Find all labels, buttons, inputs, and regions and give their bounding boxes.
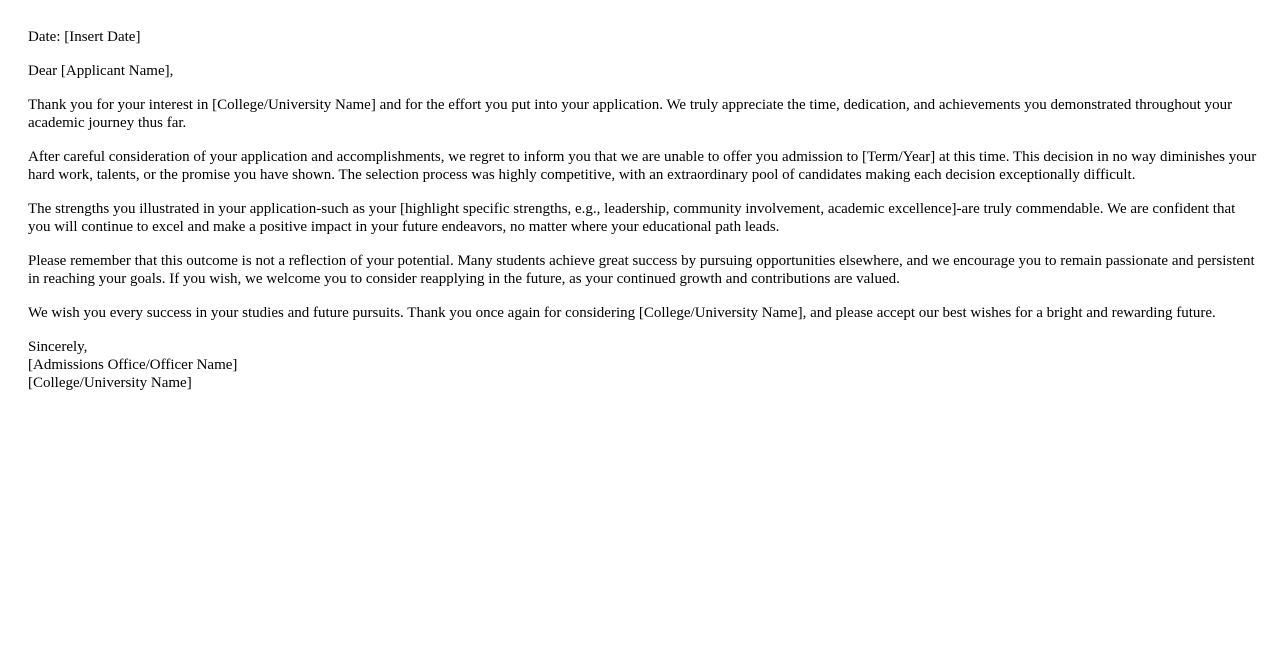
letter-paragraph-encouragement: Please remember that this outcome is not a reflection of your potential. Many students achieve great success by pursuing opportunities elsewhere, and we encourage you to remain passionate and persistent in reaching your goals. If you wish, we welcome you to consider reapplying in the future, as your continued growth and contributions are valued. — [28, 253, 1255, 287]
letter-paragraph-decision: After careful consideration of your application and accomplishments, we regret to inform you that we are unable to offer you admission to [Term/Year] at this time. This decision in no way diminishes your hard work, talents, or the promise you have shown. The selection process was highly competitive, with an extraordinary pool of candidates making each decision exceptionally difficult. — [28, 149, 1257, 183]
letter-paragraph-thank-you: Thank you for your interest in [College/University Name] and for the effort you put into your application. We truly appreciate the time, dedication, and achievements you demonstrated throughout your academic journey thus far. — [28, 97, 1233, 131]
closing-institution: [College/University Name] — [28, 375, 192, 391]
letter-body — [28, 28, 1258, 408]
closing-signoff: Sincerely, — [28, 339, 88, 355]
letter-closing — [28, 338, 1258, 392]
letter-salutation: Dear [Applicant Name], — [28, 63, 174, 79]
closing-signer: [Admissions Office/Officer Name] — [28, 357, 238, 373]
letter-date: Date: [Insert Date] — [28, 29, 141, 45]
letter-paragraph-well-wishes: We wish you every success in your studies and future pursuits. Thank you once again for considering [College/University Name], and please accept our best wishes for a bright and rewarding future. — [28, 305, 1216, 321]
letter-paragraph-strengths: The strengths you illustrated in your application-such as your [highlight specific strengths, e.g., leadership, community involvement, academic excellence]-are truly commendable. We are confident that you will continue to excel and make a positive impact in your future endeavors, no matter where your educational path leads. — [28, 201, 1236, 235]
